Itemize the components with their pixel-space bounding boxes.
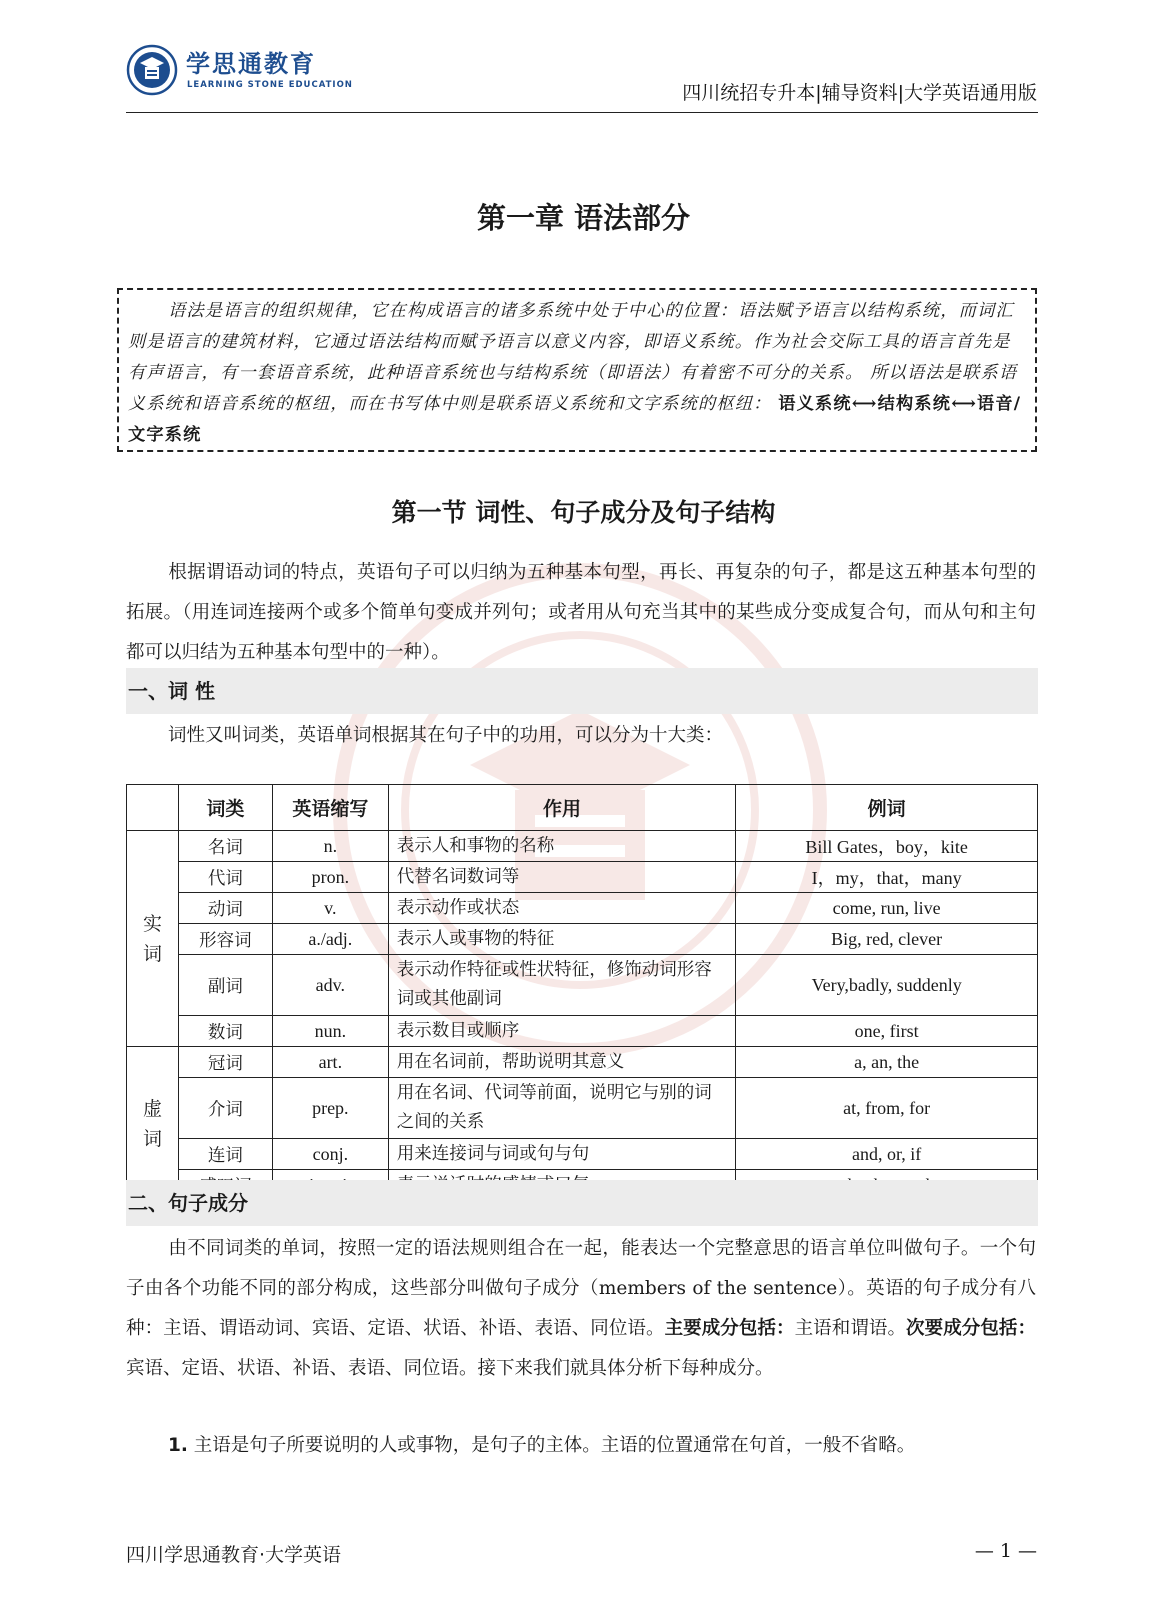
table-row: [127, 831, 1038, 862]
parts-of-speech-table: [126, 784, 1038, 1201]
use-cell: 代替名词数词等: [388, 862, 736, 893]
abbr-cell: a./adj.: [272, 924, 388, 955]
example-cell: one, first: [736, 1016, 1038, 1047]
intro-body: 语法是语言的组织规律，它在构成语言的诸多系统中处于中心的位置：语法赋予语言以结构系统，而词汇则是语言的建筑材料，它通过语法结构而赋予语言以意义内容，即语义系统。作为社会交际工具的语言首先是有声语言，有一套语音系统，此种语音系统也与结构系统（即语法）有着密不可分的关系。 所以语法是联系语义系统和语音系统的枢纽，而在书写体中则是联系语义系统和文字系统的枢纽：: [128, 301, 1018, 414]
example-cell: I，my，that，many: [736, 862, 1038, 893]
use-cell: 用在名词前，帮助说明其意义: [388, 1047, 736, 1078]
brand-name: 学思通教育: [186, 50, 316, 78]
subhead-sentence-elements: 二、句子成分: [126, 1180, 1038, 1226]
paragraph-pos: [126, 716, 1036, 756]
table-row: [127, 924, 1038, 955]
example-cell: and, or, if: [736, 1139, 1038, 1170]
example-cell: a, an, the: [736, 1047, 1038, 1078]
para3-part2: 主语和谓语。: [794, 1318, 907, 1339]
paragraph-pos-text: 词性又叫词类，英语单词根据其在句子中的功用，可以分为十大类：: [168, 725, 724, 746]
table-row: [127, 1016, 1038, 1047]
section-title: 第一节 词性、句子成分及句子结构: [391, 498, 776, 527]
table-row: [127, 862, 1038, 893]
table-header: 作用: [388, 785, 736, 831]
example-cell: Bill Gates，boy，kite: [736, 831, 1038, 862]
example-cell: come, run, live: [736, 893, 1038, 924]
pos-cell: 副词: [178, 955, 272, 1016]
abbr-cell: art.: [272, 1047, 388, 1078]
table-header: 词类: [178, 785, 272, 831]
table-row: [127, 955, 1038, 1016]
group-label: 虚 词: [127, 1047, 179, 1201]
para3-bold2: 次要成分包括：: [906, 1318, 1036, 1339]
pos-cell: 连词: [178, 1139, 272, 1170]
abbr-cell: nun.: [272, 1016, 388, 1047]
paragraph-subject: [126, 1426, 1036, 1466]
use-cell: 表示人和事物的名称: [388, 831, 736, 862]
intro-formula: 语义系统⟷结构系统⟷语音/文字系统: [128, 394, 1022, 445]
table-header: [127, 785, 179, 831]
para3-part1: 由不同词类的单词，按照一定的语法规则组合在一起，能表达一个完整意思的语言单位叫做句子。一个句子由各个功能不同的部分构成，这些部分叫做句子成分（members of the sentence）。英语的句子成分有八种：主语、谓语动词、宾语、定语、状语、补语、表语、同位语。: [126, 1238, 1036, 1339]
use-cell: 表示动作特征或性状特征，修饰动词形容词或其他副词: [388, 955, 736, 1016]
header-divider: [126, 112, 1038, 113]
page-number: — 1 —: [974, 1540, 1037, 1562]
logo-icon: [126, 44, 178, 96]
table-row: [127, 893, 1038, 924]
pos-cell: 介词: [178, 1078, 272, 1139]
use-cell: 表示数目或顺序: [388, 1016, 736, 1047]
use-cell: 表示人或事物的特征: [388, 924, 736, 955]
para3-part3: 宾语、定语、状语、补语、表语、同位语。接下来我们就具体分析下每种成分。: [126, 1358, 774, 1379]
para3-bold1: 主要成分包括：: [664, 1318, 795, 1339]
group-label: 实 词: [127, 831, 179, 1047]
use-cell: 表示动作或状态: [388, 893, 736, 924]
example-cell: Very,badly, suddenly: [736, 955, 1038, 1016]
table-header: 例词: [736, 785, 1038, 831]
chapter-title: 第一章 语法部分: [476, 201, 691, 235]
table-row: [127, 1139, 1038, 1170]
abbr-cell: prep.: [272, 1078, 388, 1139]
footer-label: 四川学思通教育·大学英语: [126, 1544, 342, 1566]
pos-cell: 名词: [178, 831, 272, 862]
abbr-cell: adv.: [272, 955, 388, 1016]
abbr-cell: v.: [272, 893, 388, 924]
abbr-cell: n.: [272, 831, 388, 862]
pos-cell: 形容词: [178, 924, 272, 955]
example-cell: at, from, for: [736, 1078, 1038, 1139]
intro-text: [128, 296, 1028, 451]
use-cell: 用来连接词与词或句与句: [388, 1139, 736, 1170]
subhead-parts-of-speech: 一、词 性: [126, 668, 1038, 714]
abbr-cell: pron.: [272, 862, 388, 893]
pos-cell: 冠词: [178, 1047, 272, 1078]
pos-cell: 动词: [178, 893, 272, 924]
table-header-row: [127, 785, 1038, 831]
use-cell: 用在名词、代词等前面，说明它与别的词之间的关系: [388, 1078, 736, 1139]
example-cell: Big, red, clever: [736, 924, 1038, 955]
pos-cell: 代词: [178, 862, 272, 893]
brand-tagline: LEARNING STONE EDUCATION: [187, 80, 353, 90]
header-doc-label: 四川统招专升本|辅导资料|大学英语通用版: [682, 82, 1037, 104]
table-row: [127, 1078, 1038, 1139]
pos-cell: 数词: [178, 1016, 272, 1047]
paragraph-subject-text: 主语是句子所要说明的人或事物，是句子的主体。主语的位置通常在句首，一般不省略。: [193, 1435, 916, 1456]
paragraph-intro-text: 根据谓语动词的特点，英语句子可以归纳为五种基本句型，再长、再复杂的句子，都是这五种基本句型的拓展。（用连词连接两个或多个简单句变成并列句；或者用从句充当其中的某些成分变成复合句，而从句和主句都可以归结为五种基本句型中的一种）。: [126, 562, 1036, 663]
table-row: [127, 1047, 1038, 1078]
table-header: 英语缩写: [272, 785, 388, 831]
list-number: 1.: [168, 1435, 188, 1456]
paragraph-sentence-elements: [126, 1229, 1036, 1389]
abbr-cell: conj.: [272, 1139, 388, 1170]
paragraph-intro: [126, 553, 1036, 673]
